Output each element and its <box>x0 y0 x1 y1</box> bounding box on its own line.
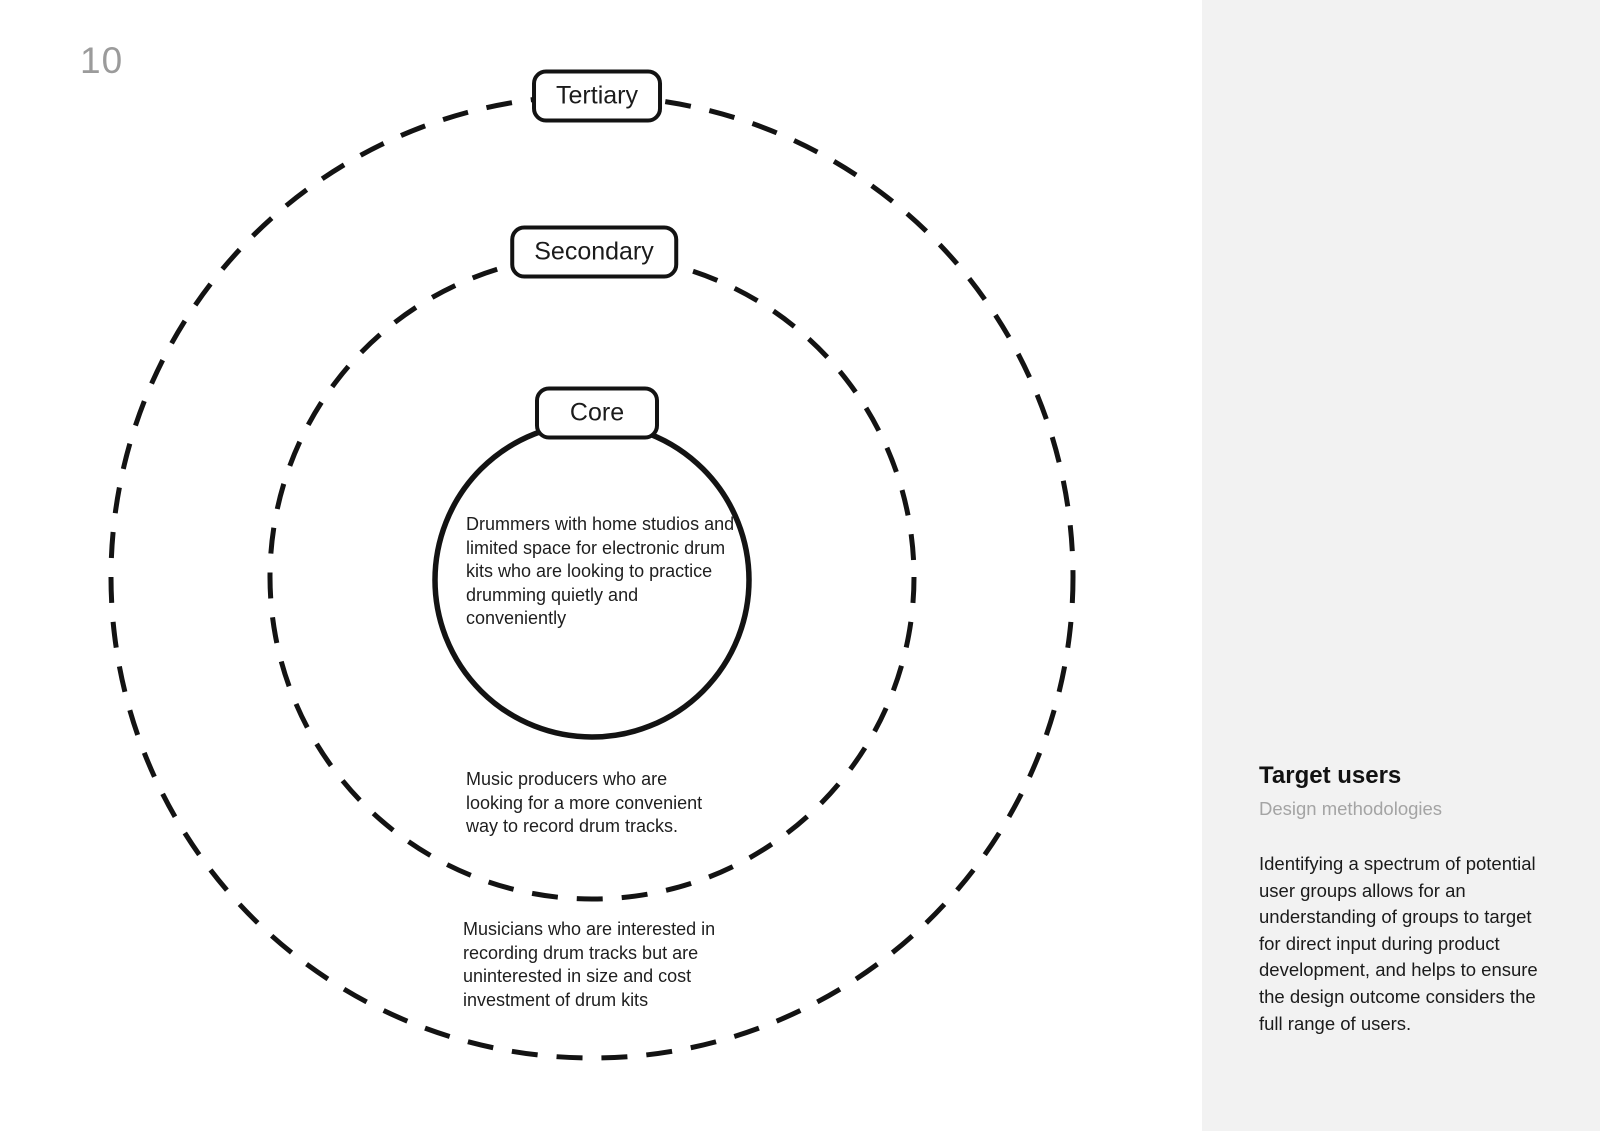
core-ring-label: Core <box>535 387 659 440</box>
sidebar-body-text: Identifying a spectrum of potential user groups allows for an understanding of groups to target for direct input during product development, and helps to ensure the design outcome considers the full range of users. <box>1259 853 1538 1034</box>
sidebar-subtitle: Design methodologies <box>1259 798 1443 819</box>
page-number: 10 <box>80 40 124 81</box>
sidebar-panel <box>1202 0 1600 1131</box>
secondary-ring-label: Secondary <box>510 226 678 279</box>
core-ring-description: Drummers with home studios and limited space for electronic drum kits who are looking to practice drumming quietly and conveniently <box>466 514 735 628</box>
tertiary-ring-description: Musicians who are interested in recording drum tracks but are uninterested in size and cost investment of drum kits <box>463 919 716 1010</box>
sidebar-title: Target users <box>1259 762 1402 789</box>
tertiary-ring-label: Tertiary <box>532 70 662 123</box>
secondary-ring-description: Music producers who are looking for a more convenient way to record drum tracks. <box>466 769 703 836</box>
